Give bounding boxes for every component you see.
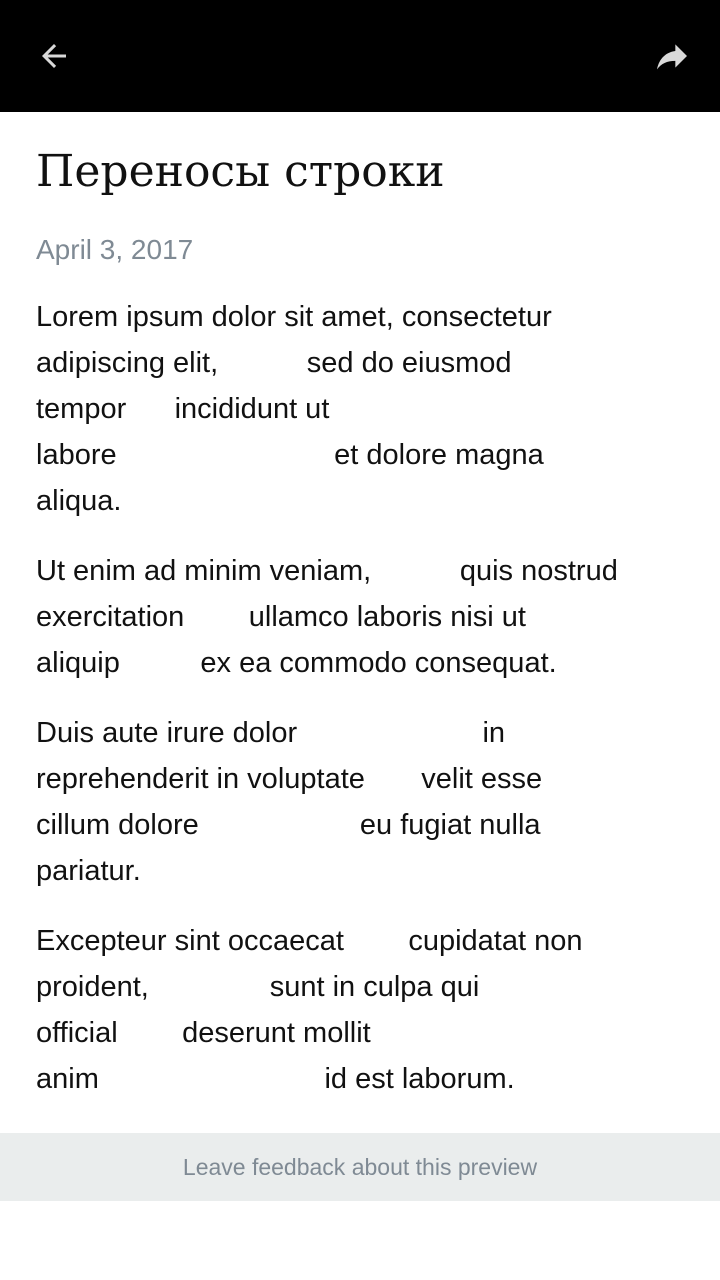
text-line: aliqua.: [36, 485, 122, 517]
feedback-bar: [0, 1133, 720, 1201]
paragraph-3: [36, 710, 684, 894]
text-line: adipiscing elit, sed do eiusmod: [36, 347, 512, 379]
post-date: April 3, 2017: [36, 234, 194, 265]
share-arrow-icon: [652, 36, 692, 76]
text-line: official deserunt mollit: [36, 1017, 371, 1049]
top-toolbar: [0, 0, 720, 112]
text-line: aliquip ex ea commodo consequat.: [36, 647, 557, 679]
text-line: Excepteur sint occaecat cupidatat non: [36, 925, 583, 957]
text-line: cillum dolore eu fugiat nulla: [36, 809, 541, 841]
text-line: Ut enim ad minim veniam, quis nostrud: [36, 555, 618, 587]
text-line: exercitation ullamco laboris nisi ut: [36, 601, 526, 633]
text-line: proident, sunt in culpa qui: [36, 971, 480, 1003]
text-line: Lorem ipsum dolor sit amet, consectetur: [36, 301, 552, 333]
text-line: Duis aute irure dolor in: [36, 717, 506, 749]
post-title: Переносы строки: [36, 146, 445, 197]
leave-feedback-link[interactable]: Leave feedback about this preview: [182, 1153, 538, 1180]
post-body: [36, 294, 684, 1126]
back-button[interactable]: [26, 28, 82, 84]
arrow-left-icon: [36, 38, 72, 74]
paragraph-4: [36, 918, 684, 1102]
text-line: tempor incididunt ut: [36, 393, 330, 425]
share-button[interactable]: [644, 28, 700, 84]
text-line: pariatur.: [36, 855, 141, 887]
text-line: reprehenderit in voluptate velit esse: [36, 763, 543, 795]
paragraph-1: [36, 294, 684, 524]
text-line: anim id est laborum.: [36, 1063, 515, 1095]
text-line: labore et dolore magna: [36, 439, 544, 471]
paragraph-2: [36, 548, 684, 686]
